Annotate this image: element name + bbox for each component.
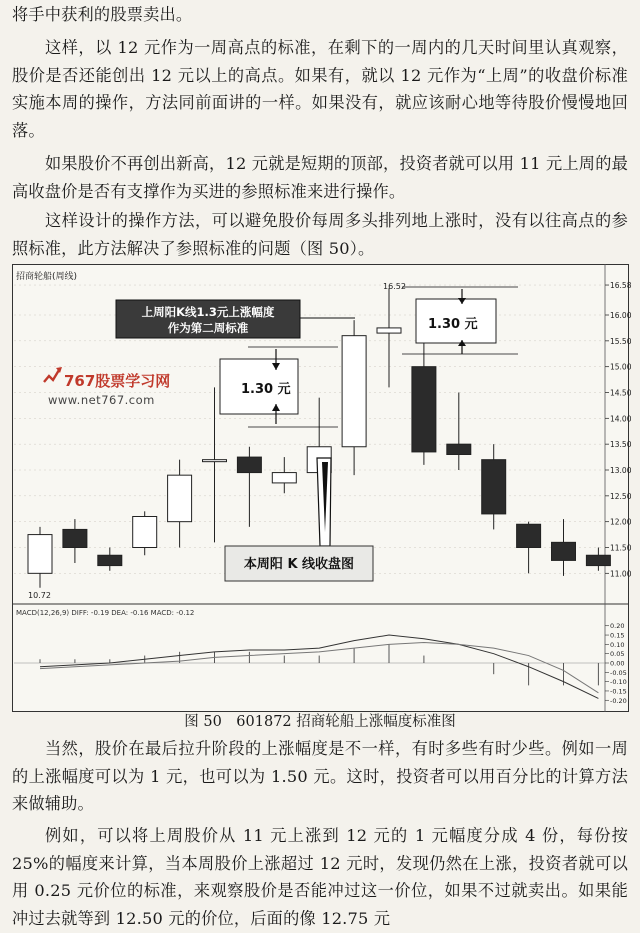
candle-body-down <box>63 529 87 547</box>
candle-body-up <box>342 336 366 447</box>
y-tick-label: 16.00 <box>610 311 632 320</box>
candlestick-figure <box>12 264 632 712</box>
high-price-label: 16.52 <box>383 282 406 291</box>
candle-body-down <box>412 367 436 452</box>
y-tick-label: 12.50 <box>610 491 632 501</box>
annotation-top-line2: 作为第二周标准 <box>167 321 249 335</box>
y-tick-label: 12.00 <box>610 517 632 527</box>
candle-body-up <box>203 460 227 462</box>
paragraph-5: 当然，股价在最后拉升阶段的上涨幅度是不一样，有时多些有时少些。例如一周的上涨幅度可以为 1 元，也可以为 1.50 元。这时，投资者可以用百分比的计算方法来做辅助。 <box>12 739 628 813</box>
macd-tick-label: 0.15 <box>610 631 625 640</box>
macd-tick-label: -0.10 <box>610 678 627 687</box>
watermark-brand: 767股票学习网 <box>64 372 171 390</box>
candle-body-down <box>482 460 506 514</box>
annotation-bottom-text: 本周阳 K 线收盘图 <box>243 557 355 572</box>
y-tick-label: 15.00 <box>610 362 632 372</box>
candle-body-up <box>272 473 296 483</box>
indicator-header: MACD(12,26,9) DIFF: -0.19 DEA: -0.16 MACD: -0.12 <box>16 609 195 617</box>
macd-tick-label: 0.20 <box>610 622 625 631</box>
paragraph-1: 将手中获利的股票卖出。 <box>12 5 193 24</box>
y-tick-label: 16.58 <box>610 281 632 291</box>
macd-tick-label: -0.15 <box>610 687 627 696</box>
candle-body-down <box>517 524 541 547</box>
y-tick-label: 14.00 <box>610 414 632 424</box>
measure-right-label: 1.30 元 <box>428 317 478 332</box>
candle-body-down <box>447 444 471 454</box>
macd-tick-label: -0.05 <box>610 668 627 677</box>
y-tick-label: 15.50 <box>610 336 632 346</box>
macd-tick-label: 0.10 <box>610 640 625 649</box>
paragraph-3: 如果股价不再创出新高，12 元就是短期的顶部，投资者就可以用 11 元上周的最高收盘价是否有支撑作为买进的参照标准来进行操作。 <box>12 154 628 201</box>
paragraph-4: 这样设计的操作方法，可以避免股价每周多头排列地上涨时，没有以往高点的参照标准，此方法解决了参照标准的问题（图 50）。 <box>12 211 628 258</box>
macd-tick-label: 0.00 <box>610 659 625 668</box>
macd-tick-label: 0.05 <box>610 650 625 659</box>
candle-body-down <box>98 555 122 565</box>
y-tick-label: 11.00 <box>610 569 632 579</box>
measure-left-label: 1.30 元 <box>241 382 291 397</box>
figure-caption: 图 50 601872 招商轮船上涨幅度标准图 <box>184 714 456 730</box>
paragraph-6: 例如，可以将上周股价从 11 元上涨到 12 元的 1 元幅度分成 4 份，每份按 25%的幅度来计算，当本周股价上涨超过 12 元时，发现仍然在上涨，投资者就可以用 0.25 元价位的标准，来观察股价是否能冲过这一价位，如果不过就卖出。如果能冲过去就等到 12.50 元的价位，后面的像 12.75 元 <box>12 826 628 928</box>
y-tick-label: 14.50 <box>610 388 632 398</box>
candle-body-up <box>28 535 52 574</box>
y-tick-label: 11.50 <box>610 543 632 553</box>
watermark-url: www.net767.com <box>48 393 155 407</box>
y-tick-label: 13.00 <box>610 466 632 475</box>
paragraph-2: 这样，以 12 元作为一周高点的标准，在剩下的一周内的几天时间里认真观察，股价是否还能创出 12 元以上的高点。如果有，就以 12 元作为“上周”的收盘价标准实施本周的操作，方法同前面讲的一样。如果没有，就应该耐心地等待股价慢慢地回落。 <box>12 38 628 140</box>
y-tick-label: 13.50 <box>610 440 632 450</box>
candle-body-up <box>377 328 401 333</box>
candle-body-down <box>237 457 261 473</box>
candle-body-down <box>552 542 576 560</box>
candle-body-down <box>586 555 610 565</box>
low-price-label: 10.72 <box>28 591 51 600</box>
chart-header: 招商轮船(周线) <box>16 272 78 282</box>
candle-body-up <box>168 475 192 522</box>
candle-body-up <box>133 517 157 548</box>
annotation-top-line1: 上周阳K线1.3元上涨幅度 <box>141 305 275 319</box>
macd-tick-label: -0.20 <box>610 696 627 705</box>
